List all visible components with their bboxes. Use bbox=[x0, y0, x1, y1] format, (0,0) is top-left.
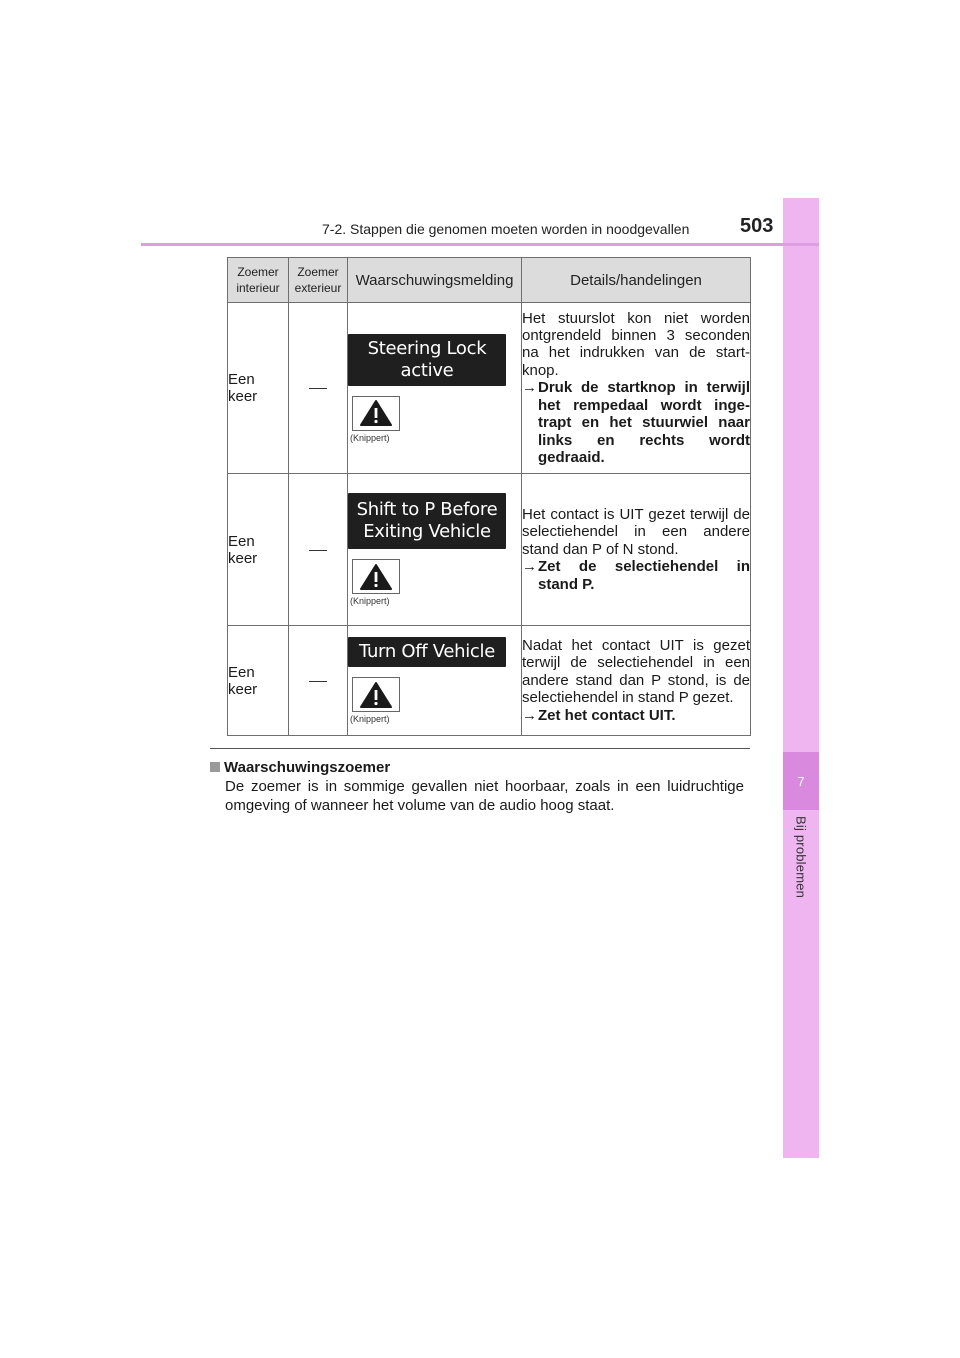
table-row bbox=[228, 474, 751, 626]
display-message: Steering Lock active bbox=[348, 334, 506, 386]
warning-triangle-icon bbox=[352, 559, 400, 594]
action-text: → Druk de startknop in terwijl het rempedaal wordt inge-trapt en het stuurwiel naar links en rechts wordt gedraaid. bbox=[522, 379, 750, 466]
section-title: Waarschuwingszoemer bbox=[210, 758, 744, 777]
warning-table bbox=[227, 257, 751, 736]
header-rule bbox=[141, 243, 819, 246]
header-warning-message: Waarschuwingsmelding bbox=[348, 258, 522, 303]
cell-message bbox=[348, 626, 522, 736]
details-text: Het contact is UIT gezet terwijl de selectiehendel in een andere stand dan P of N stond. bbox=[522, 505, 750, 558]
header-exterior-buzzer: Zoemer exterieur bbox=[289, 258, 348, 303]
cell-exterior bbox=[289, 626, 348, 736]
page-number: 503 bbox=[740, 215, 774, 237]
cell-details bbox=[522, 303, 751, 474]
arrow-icon: → bbox=[522, 558, 537, 576]
warning-triangle-icon bbox=[352, 677, 400, 712]
arrow-icon: → bbox=[522, 379, 537, 397]
arrow-icon: → bbox=[522, 706, 537, 724]
table-row bbox=[228, 303, 751, 474]
cell-exterior bbox=[289, 474, 348, 626]
header-interior-buzzer: Zoemer interieur bbox=[228, 258, 289, 303]
cell-details bbox=[522, 474, 751, 626]
display-message: Turn Off Vehicle bbox=[348, 637, 506, 667]
cell-interior: Een keer bbox=[228, 474, 289, 626]
header-details: Details/handelingen bbox=[522, 258, 751, 303]
page-header-title: 7-2. Stappen die genomen moeten worden in noodgevallen bbox=[322, 221, 690, 237]
cell-interior: Een keer bbox=[228, 303, 289, 474]
icon-caption: (Knippert) bbox=[350, 714, 390, 724]
cell-interior: Een keer bbox=[228, 626, 289, 736]
warning-triangle-icon bbox=[352, 396, 400, 431]
action-text: → Zet de selectiehendel in stand P. bbox=[522, 558, 750, 593]
cell-message bbox=[348, 474, 522, 626]
chapter-number: 7 bbox=[783, 752, 819, 810]
section-rule bbox=[210, 748, 750, 749]
display-message: Shift to P Before Exiting Vehicle bbox=[348, 493, 506, 549]
section-body: De zoemer is in sommige gevallen niet hoorbaar, zoals in een luidruchtige omgeving of wanneer het volume van de audio hoog staat. bbox=[225, 778, 744, 814]
icon-caption: (Knippert) bbox=[350, 596, 390, 606]
cell-message bbox=[348, 303, 522, 474]
dash bbox=[309, 388, 327, 389]
cell-exterior bbox=[289, 303, 348, 474]
chapter-title: Bij problemen bbox=[793, 816, 809, 899]
section-waarschuwingszoemer bbox=[210, 758, 744, 815]
details-text: Nadat het contact UIT is gezet terwijl de selectiehendel in een andere stand dan P stond, is de selectiehendel in stand P gezet. bbox=[522, 636, 750, 707]
side-tab bbox=[783, 198, 819, 1158]
dash bbox=[309, 681, 327, 682]
cell-details bbox=[522, 626, 751, 736]
dash bbox=[309, 550, 327, 551]
icon-caption: (Knippert) bbox=[350, 432, 390, 443]
table-header-row bbox=[228, 258, 751, 303]
table-row bbox=[228, 626, 751, 736]
action-text: → Zet het contact UIT. bbox=[522, 706, 676, 724]
square-bullet-icon bbox=[210, 762, 220, 772]
details-text: Het stuurslot kon niet worden ontgrendeld binnen 3 seconden na het indrukken van de start-knop. bbox=[522, 309, 750, 379]
